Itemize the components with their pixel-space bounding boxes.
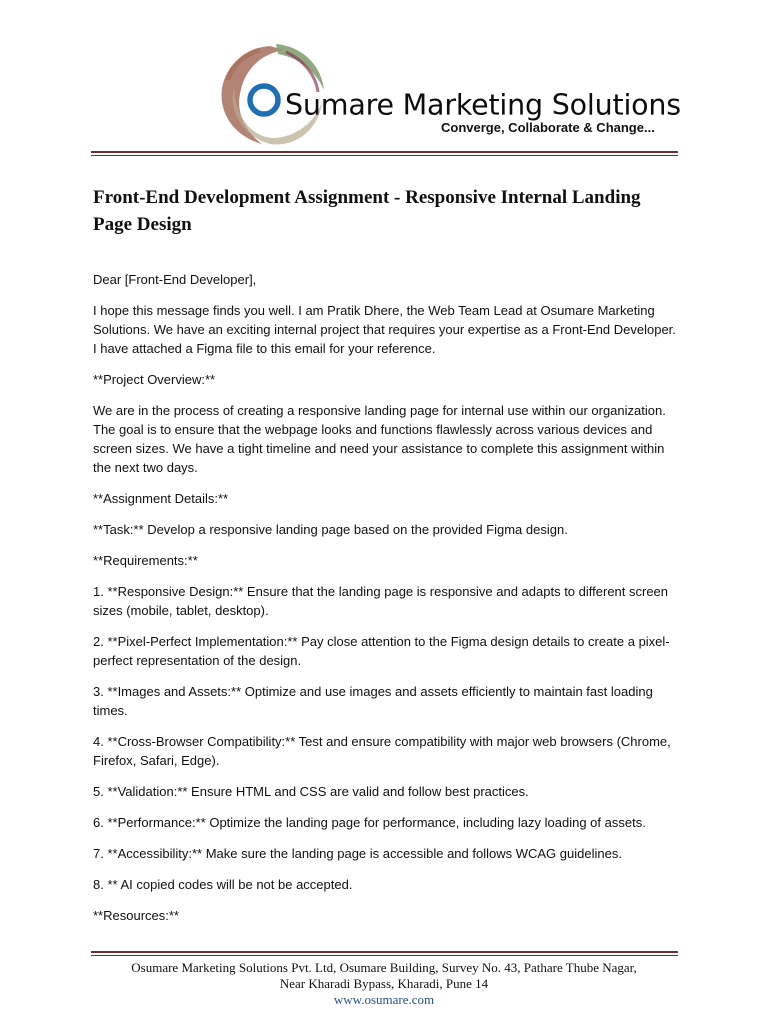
requirement-item: 4. **Cross-Browser Compatibility:** Test and ensure compatibility with major web browsers (Chrome, Firefox, Safari, Edge). bbox=[93, 734, 671, 768]
letter-content bbox=[93, 270, 678, 937]
overview-heading: **Project Overview:** bbox=[93, 372, 216, 387]
document-title: Front-End Development Assignment - Responsive Internal Landing Page Design bbox=[93, 187, 641, 235]
requirement-item: 5. **Validation:** Ensure HTML and CSS are valid and follow best practices. bbox=[93, 784, 529, 799]
company-name: Sumare Marketing Solutions bbox=[285, 88, 681, 122]
resources-heading: **Resources:** bbox=[93, 908, 179, 923]
requirement-item: 1. **Responsive Design:** Ensure that the landing page is responsive and adapts to different screen sizes (mobile, tablet, desktop). bbox=[93, 584, 669, 618]
intro-paragraph: I hope this message finds you well. I am Pratik Dhere, the Web Team Lead at Osumare Marketing Solutions. We have an exciting internal project that requires your expertise as a Front-End Developer. I have attached a Figma file to this email for your reference. bbox=[93, 303, 676, 356]
details-heading: **Assignment Details:** bbox=[93, 491, 229, 506]
header-divider bbox=[91, 151, 678, 156]
requirement-item: 2. **Pixel-Perfect Implementation:** Pay close attention to the Figma design details to create a pixel-perfect representation of the design. bbox=[93, 634, 670, 668]
greeting: Dear [Front-End Developer], bbox=[93, 272, 257, 287]
requirement-item: 3. **Images and Assets:** Optimize and use images and assets efficiently to maintain fast loading times. bbox=[93, 684, 653, 718]
address-line: Near Kharadi Bypass, Kharadi, Pune 14 bbox=[279, 976, 489, 991]
footer-divider bbox=[91, 951, 678, 956]
requirement-item: 6. **Performance:** Optimize the landing page for performance, including lazy loading of assets. bbox=[93, 815, 646, 830]
overview-paragraph: We are in the process of creating a responsive landing page for internal use within our organization. The goal is to ensure that the webpage looks and functions flawlessly across various devices and screen sizes. We have a tight timeline and need your assistance to complete this assignment within the next two days. bbox=[93, 403, 666, 475]
company-tagline: Converge, Collaborate & Change... bbox=[441, 120, 655, 135]
requirements-heading: **Requirements:** bbox=[93, 553, 198, 568]
task-paragraph: **Task:** Develop a responsive landing page based on the provided Figma design. bbox=[93, 522, 568, 537]
address-line: Osumare Marketing Solutions Pvt. Ltd, Osumare Building, Survey No. 43, Pathare Thube Nagar, bbox=[131, 960, 637, 975]
requirement-item: 7. **Accessibility:** Make sure the landing page is accessible and follows WCAG guidelines. bbox=[93, 846, 622, 861]
company-logo bbox=[212, 40, 682, 148]
footer-address bbox=[84, 960, 684, 1008]
website-link[interactable]: www.osumare.com bbox=[333, 992, 435, 1007]
requirement-item: 8. ** AI copied codes will be not be accepted. bbox=[93, 877, 353, 892]
